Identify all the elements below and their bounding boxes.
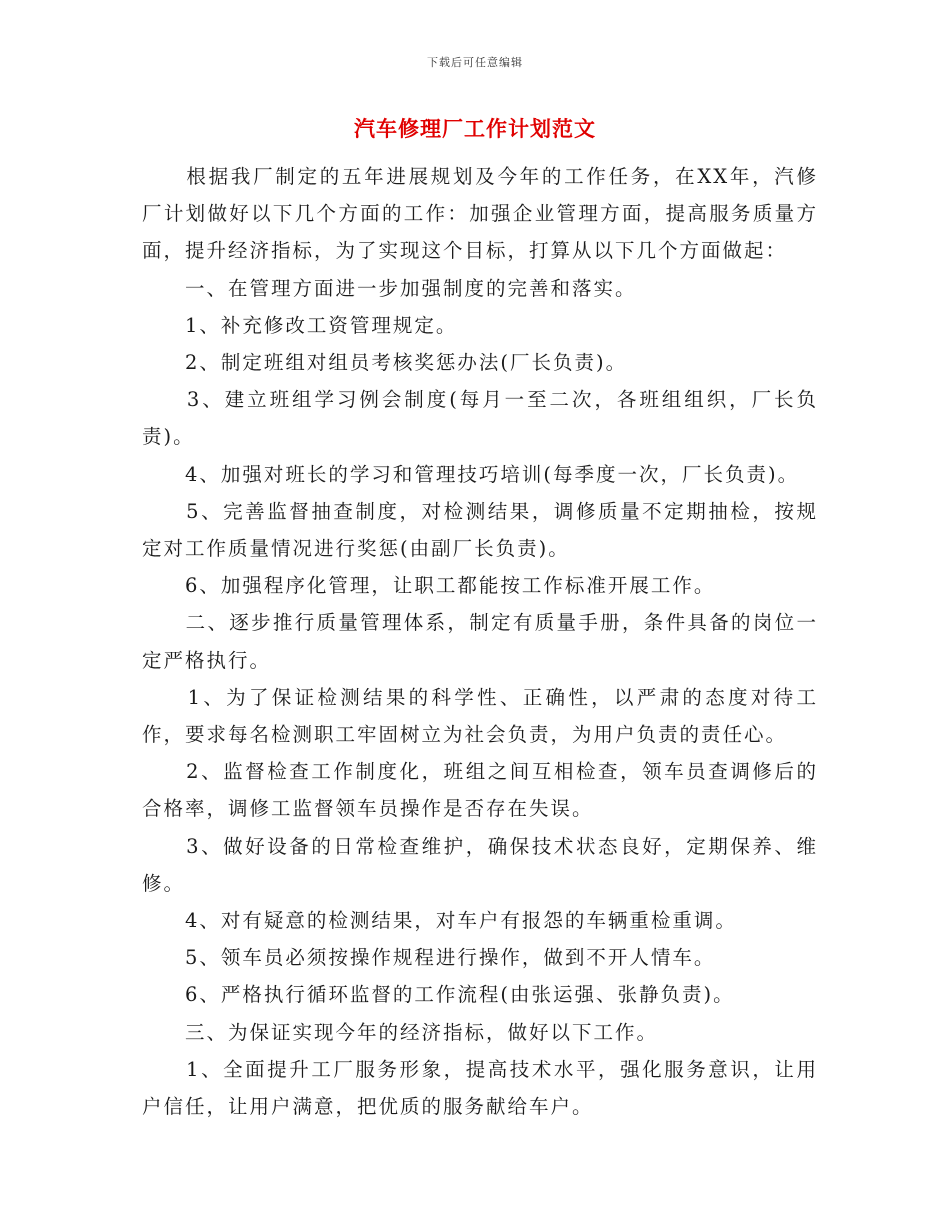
paragraph: 1、为了保证检测结果的科学性、正确性，以严肃的态度对待工作，要求每名检测职工牢固树立为社会负责，为用户负责的责任心。 <box>142 685 818 747</box>
document-body <box>142 158 818 1125</box>
paragraph: 2、制定班组对组员考核奖惩办法(厂长负责)。 <box>142 351 628 375</box>
paragraph: 一、在管理方面进一步加强制度的完善和落实。 <box>142 276 637 300</box>
paragraph: 3、做好设备的日常检查维护，确保技术状态良好，定期保养、维修。 <box>142 834 818 895</box>
paragraph: 4、加强对班长的学习和管理技巧培训(每季度一次，厂长负责)。 <box>142 462 800 486</box>
paragraph: 6、加强程序化管理，让职工都能按工作标准开展工作。 <box>142 574 716 598</box>
paragraph: 5、完善监督抽查制度，对检测结果，调修质量不定期抽检，按规定对工作质量情况进行奖惩(由副厂长负责)。 <box>142 499 818 561</box>
paragraph: 根据我厂制定的五年进展规划及今年的工作任务，在XX年，汽修厂计划做好以下几个方面的工作：加强企业管理方面，提高服务质量方面，提升经济指标，为了实现这个目标，打算从以下几个方面做起： <box>142 165 818 263</box>
paragraph: 三、为保证实现今年的经济指标，做好以下工作。 <box>142 1020 659 1044</box>
paragraph: 4、对有疑意的检测结果，对车户有报怨的车辆重检重调。 <box>142 909 737 933</box>
document-title: 汽车修理厂工作计划范文 <box>354 117 596 141</box>
paragraph: 5、领车员必须按操作规程进行操作，做到不开人情车。 <box>142 946 716 970</box>
paragraph: 1、补充修改工资管理规定。 <box>142 313 458 337</box>
paragraph: 二、逐步推行质量管理体系，制定有质量手册，条件具备的岗位一定严格执行。 <box>142 611 818 672</box>
header-note: 下载后可任意编辑 <box>427 56 523 69</box>
paragraph: 1、全面提升工厂服务形象，提高技术水平，强化服务意识，让用户信任，让用户满意，把优质的服务献给车户。 <box>142 1057 818 1119</box>
paragraph: 2、监督检查工作制度化，班组之间互相检查，领车员查调修后的合格率，调修工监督领车员操作是否存在失误。 <box>142 760 818 821</box>
paragraph: 6、严格执行循环监督的工作流程(由张运强、张静负责)。 <box>142 983 735 1007</box>
paragraph: 3、建立班组学习例会制度(每月一至二次，各班组组织，厂长负责)。 <box>142 388 818 449</box>
